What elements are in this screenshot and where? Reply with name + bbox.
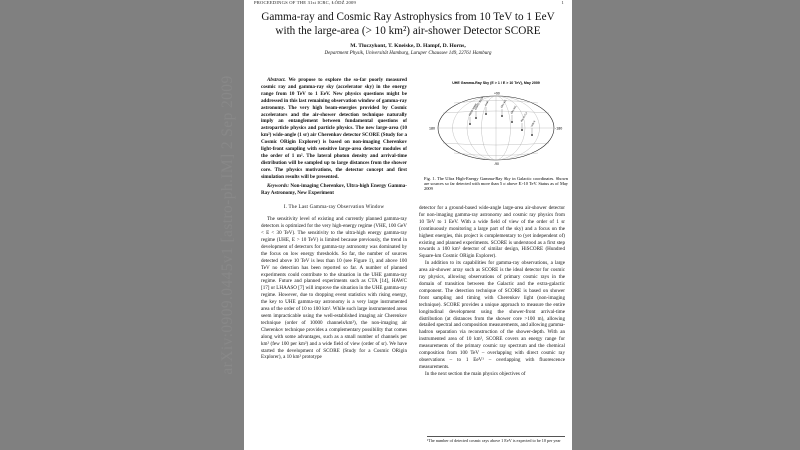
left-column [261, 77, 407, 361]
figure-title: UHE Gamma-Ray Sky (E > 1 / E > 10 TeV), May 2009 [452, 81, 540, 85]
right-paragraph-1: detector for a ground-based wide-angle large-area air-shower detector for non-imaging gamma-ray astronomy and cosmic ray physics from 10 TeV to 1 EeV. With a wide field of view of the order of 1 sr (continuously monitoring a large part of the sky) and a focus on the highest energies, this project is complementary to (yet independent of) existing and planned experiments. SCORE is understood as a first step towards a 100 km² detector of similar design, HiSCORE (Hundred Square-km Cosmic ORigin Explorer). [419, 205, 565, 260]
header-left: PROCEEDINGS OF THE 31st ICRC, ŁÓDŹ 2009 [254, 0, 357, 5]
source-label: Mkn 501 [510, 105, 518, 115]
source-label: Vela X [530, 120, 537, 128]
galactic-sky-map [424, 78, 568, 176]
right-paragraph-3: In the next section the main physics objectives of [425, 370, 526, 377]
axis-label-top: +90 [494, 91, 500, 96]
source-marker [475, 117, 477, 119]
source-marker [501, 115, 503, 117]
figure-1 [424, 78, 568, 192]
right-paragraph-2: In addition to its capabilities for gamma-ray observations, a large area air-shower array such as SCORE is the ideal detector for cosmic ray physics, allowing observations of primary cosmic rays in the domain of transition between the Galactic and the extra-galactic component. The detection technique of SCORE is based on shower front sampling and timing with Cherenkov light (non-imaging technique). SCORE provides a unique approach to measure the entire longitudinal development using the shower-front arrival-time distribution (at distances from the shower core >100 m), allowing detailed spectral and composition measurements, and allowing gamma-hadron separation via reconstruction of the shower-depth. With an instrumented area of 10 km², SCORE covers an energy range for measurements of the primary cosmic ray spectrum and the chemical composition from 100 TeV – overlapping with direct cosmic ray observations – to 1 EeV¹ – overlapping with fluorescence measurements. [419, 260, 565, 370]
source-label: MGRO J2019 [474, 96, 485, 111]
paper-title: Gamma-ray and Cosmic Ray Astrophysics from 10 TeV to 1 EeV with the large-area (> 10 km²) air-shower Detector SCORE [261, 11, 555, 37]
right-column [419, 205, 565, 378]
abstract: Abstract. We propose to explore the so-far poorly measured cosmic ray and gamma-ray sky (accelerator sky) in the energy range from 10 TeV to 1 EeV. New physics questions might be addressed in this last remaining observation window of gamma-ray astronomy. The very high beam-energies provided by Cosmic accelerators and the air-shower detection technique naturally imply an entanglement between fundamental questions of astroparticle physics and particle physics. The new large-area (10 km²) wide-angle (1 sr) air Cherenkov detector SCORE (Study for a Cosmic ORigin Explorer) is based on non-imaging Cherenkov light-front sampling with sensitive large-area detector modules of the order of 1 m². The lateral photon density and arrival-time distribution will be sampled up to large distances from the shower core. The physics motivations, the detector concept and first simulation results will be presented. [261, 77, 408, 180]
section-heading: I. The Last Gamma-ray Observation Window [283, 204, 385, 211]
source-label: Crab [484, 100, 490, 107]
source-marker [469, 123, 471, 125]
source-label: HESS J1908 [468, 103, 478, 117]
affiliation: Department Physik, Universität Hamburg, Luruper Chaussee 149, 22761 Hamburg [324, 51, 492, 56]
intro-paragraph: The sensitivity level of existing and currently planned gamma-ray detectors is optimized for the very high-energy regime (VHE, 100 GeV < E < 30 TeV). The sensitivity to the ultra-high energy gamma-ray regime (UHE, E > 10 TeV) is limited because previously, the trend in development of detectors for gamma-ray astronomy was dominated by the focus on low energy thresholds. So far, the number of sources detected above 10 TeV is less than 10 (see Figure 1), and above 100 TeV no detection has been reported so far. A number of planned experiments could contribute to the situation in the UHE gamma-ray regime. Future and planned experiments such as CTA [14], HAWC [17] or LHAASO [7] will improve the situation in the UHE gamma-ray regime. However, due to dropping event statistics with rising energy, the key to UHE gamma-ray astronomy is a very large instrumented area of the order of 10 to 100 km². While such large instrumented areas seem impracticable using the well-established imaging air Cherenkov technique (order of 10000 channels/km²), the non-imaging air Cherenkov technique provides a complementary possibility that comes along with some advantages, such as a small number of channels per km² (few 100 per km²) and a wide field of view (order of sr). We have started the development of SCORE (Study for a Cosmic ORigin Explorer), a 10 km² prototype [261, 216, 407, 361]
axis-label-left: 180 [429, 126, 435, 131]
authors: M. Tluczykont, T. Kneiske, D. Hampf, D. Horns, [350, 43, 466, 49]
footnote: ¹The number of detected cosmic rays above 1 EeV is expected to be 10 per year [427, 436, 565, 443]
source-marker [511, 121, 513, 123]
axis-label-right: -180 [555, 126, 563, 131]
source-marker [485, 113, 487, 115]
axis-label-bottom: -90 [494, 162, 499, 166]
figure-caption: Fig. 1. The Ultra High-Energy Gamma-Ray Sky in Galactic coordinates. Shown are sources so far detected with more than 5 σ above E>10 TeV. Status as of May 2009 [424, 176, 568, 192]
page-number: 1 [561, 0, 564, 5]
source-label: RX J1713 [520, 111, 529, 123]
paper-page [244, 0, 572, 450]
keywords: Keywords: Non-imaging Cherenkov, Ultra-high Energy Gamma-Ray Astronomy, New Experiment [261, 182, 408, 196]
grid-lines [438, 96, 554, 160]
source-label: Mkn 421 [500, 99, 508, 109]
source-marker [531, 134, 533, 136]
source-marker [521, 129, 523, 131]
running-header [254, 0, 564, 5]
